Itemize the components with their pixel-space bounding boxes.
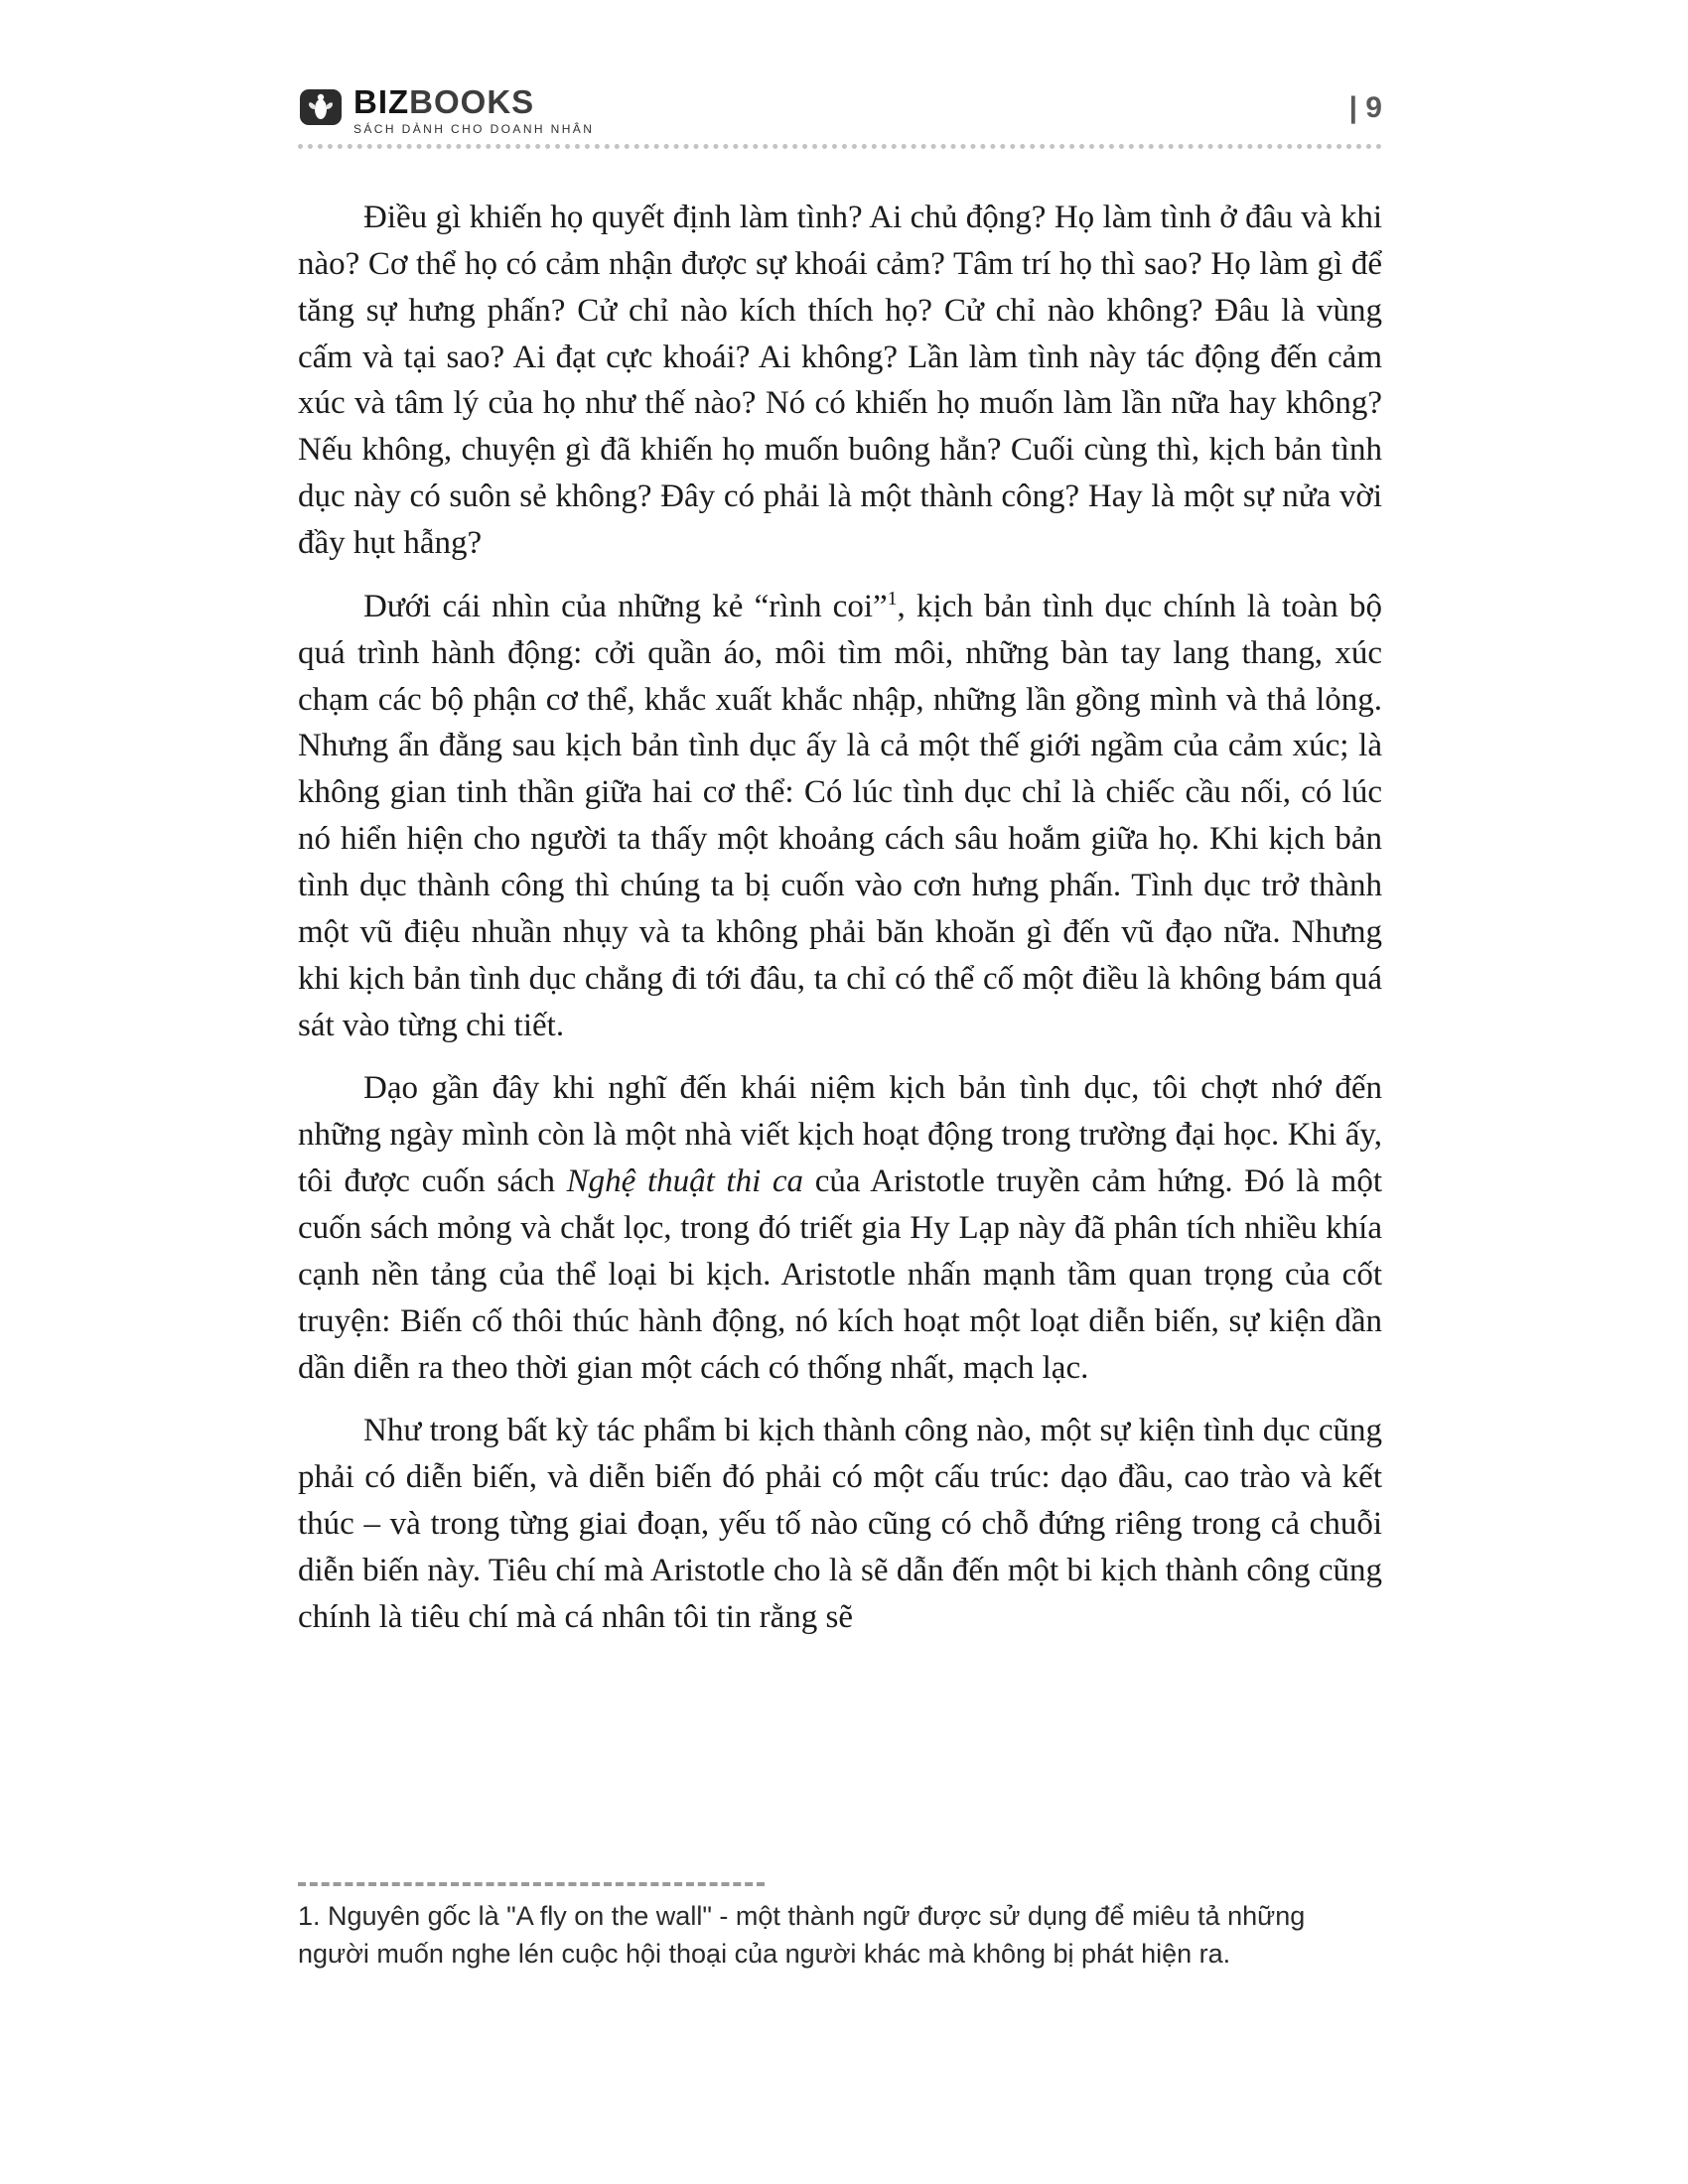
brand-biz: BIZ (353, 83, 410, 120)
footnote (298, 1882, 1382, 1974)
page-number: | 9 (1348, 91, 1382, 124)
page-header (298, 85, 1382, 149)
brand-books: BOOKS (409, 83, 535, 120)
bizbooks-brand (298, 85, 594, 136)
footnote-text: 1. Nguyên gốc là "A fly on the wall" - một thành ngữ được sử dụng để miêu tả những người muốn nghe lén cuộc hội thoại của người khác mà không bị phát hiện ra. (298, 1901, 1306, 1969)
paragraph: Điều gì khiến họ quyết định làm tình? Ai chủ động? Họ làm tình ở đâu và khi nào? Cơ thể họ có cảm nhận được sự khoái cảm? Tâm trí họ thì sao? Họ làm gì để tăng sự hưng phấn? Cử chỉ nào kích thích họ? Cử chỉ nào không? Đâu là vùng cấm và tại sao? Ai đạt cực khoái? Ai không? Lần làm tình này tác động đến cảm xúc và tâm lý của họ như thế nào? Nó có khiến họ muốn làm lần nữa hay không? Nếu không, chuyện gì đã khiến họ muốn buông hẳn? Cuối cùng thì, kịch bản tình dục này có suôn sẻ không? Đây có phải là một thành công? Hay là một sự nửa vời đầy hụt hẫng? (298, 200, 1382, 562)
paragraph: Dạo gần đây khi nghĩ đến khái niệm kịch bản tình dục, tôi chợt nhớ đến những ngày mình còn là một nhà viết kịch hoạt động trong trường đại học. Khi ấy, tôi được cuốn sách Nghệ thuật thi ca của Aristotle truyền cảm hứng. Đó là một cuốn sách mỏng và chắt lọc, trong đó triết gia Hy Lạp này đã phân tích nhiều khía cạnh nền tảng của thể loại bi kịch. Aristotle nhấn mạnh tầm quan trọng của cốt truyện: Biến cố thôi thúc hành động, nó kích hoạt một loạt diễn biến, sự kiện dần dần diễn ra theo thời gian một cách có thống nhất, mạch lạc. (298, 1070, 1383, 1386)
header-row (298, 85, 1382, 136)
header-divider (298, 144, 1382, 149)
brand-text (353, 85, 594, 136)
paragraph: Như trong bất kỳ tác phẩm bi kịch thành công nào, một sự kiện tình dục cũng phải có diễn biến, và diễn biến đó phải có một cấu trúc: dạo đầu, cao trào và kết thúc – và trong từng giai đoạn, yếu tố nào cũng có chỗ đứng riêng trong cả chuỗi diễn biến này. Tiêu chí mà Aristotle cho là sẽ dẫn đến một bi kịch thành công cũng chính là tiêu chí mà cá nhân tôi tin rằng sẽ (298, 1413, 1382, 1635)
bizbooks-logo-icon (298, 85, 344, 129)
footnote-divider (298, 1882, 765, 1886)
paragraph: Dưới cái nhìn của những kẻ “rình coi”$^1$, kịch bản tình dục chính là toàn bộ quá trình hành động: cởi quần áo, môi tìm môi, những bàn tay lang thang, xúc chạm các bộ phận cơ thể, khắc xuất khắc nhập, những lần gồng mình và thả lỏng. Nhưng ẩn đằng sau kịch bản tình dục ấy là cả một thế giới ngầm của cảm xúc; là không gian tinh thần giữa hai cơ thể: Có lúc tình dục chỉ là chiếc cầu nối, có lúc nó hiển hiện cho người ta thấy một khoảng cách sâu hoắm giữa họ. Khi kịch bản tình dục thành công thì chúng ta bị cuốn vào cơn hưng phấn. Tình dục trở thành một vũ điệu nhuần nhụy và ta không phải băn khoăn gì đến vũ đạo nữa. Nhưng khi kịch bản tình dục chẳng đi tới đâu, ta chỉ có thể cố một điều là không bám quá sát vào từng chi tiết. (298, 587, 1382, 1043)
brand-name (353, 85, 594, 118)
brand-tagline: SÁCH DÀNH CHO DOANH NHÂN (353, 122, 595, 136)
page-body (298, 195, 1382, 1658)
